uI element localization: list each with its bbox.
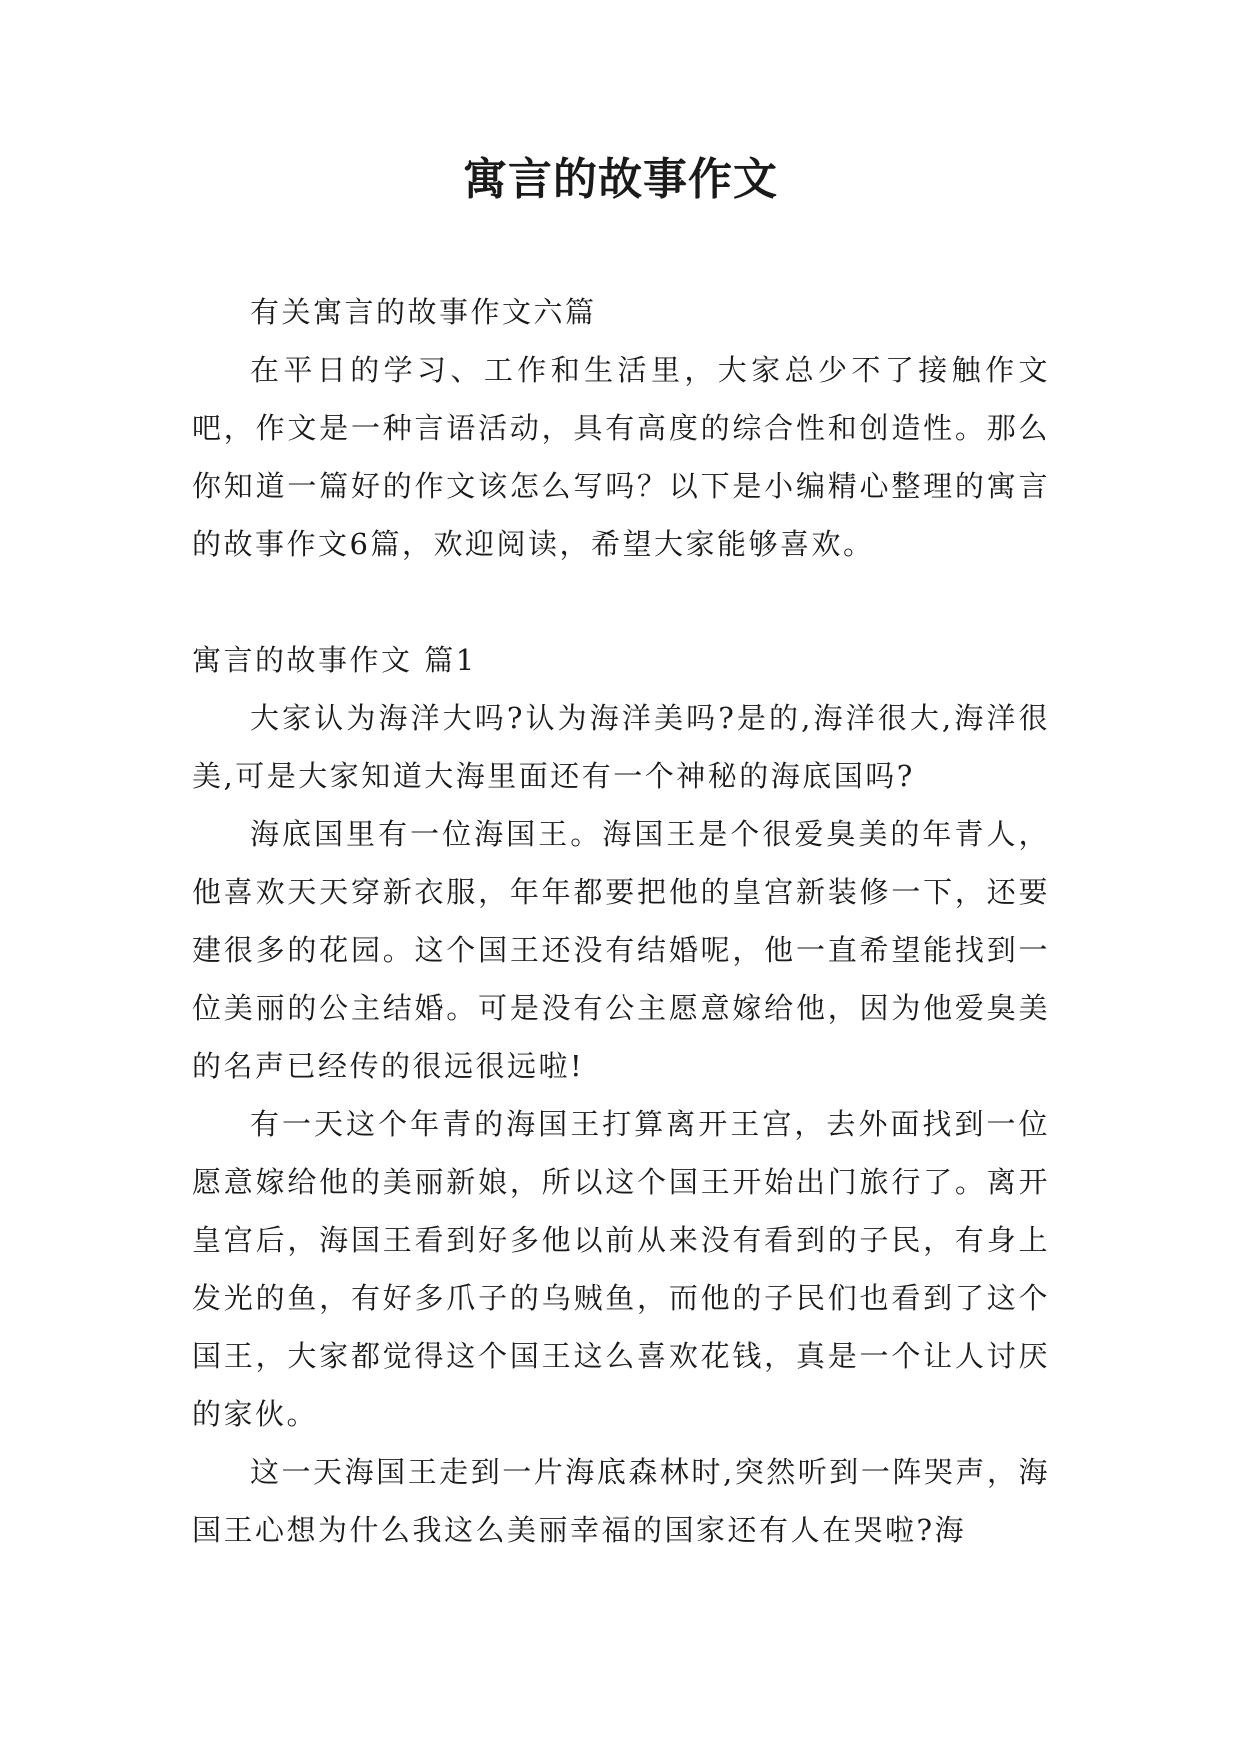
intro-paragraph: 在平日的学习、工作和生活里，大家总少不了接触作文吧，作文是一种言语活动，具有高度的综合性和创造性。那么你知道一篇好的作文该怎么写吗？以下是小编精心整理的寓言的故事作文6篇，欢迎阅读，希望大家能够喜欢。	[192, 353, 1050, 561]
section-heading: 寓言的故事作文 篇1	[192, 643, 477, 677]
section-gap	[192, 573, 1050, 631]
story-paragraph: 海底国里有一位海国王。海国王是个很爱臭美的年青人，他喜欢天天穿新衣服，年年都要把他的皇宫新装修一下，还要建很多的花园。这个国王还没有结婚呢，他一直希望能找到一位美丽的公主结婚。可是没有公主愿意嫁给他，因为他爱臭美的名声已经传的很远很远啦!	[192, 817, 1050, 1083]
document-title: 寓言的故事作文	[463, 154, 778, 205]
document-body	[192, 283, 1050, 1559]
story-paragraph: 大家认为海洋大吗?认为海洋美吗?是的,海洋很大,海洋很美,可是大家知道大海里面还有一个神秘的海底国吗?	[192, 701, 1050, 793]
document-subtitle: 有关寓言的故事作文六篇	[250, 295, 597, 329]
story-paragraph: 这一天海国王走到一片海底森林时,突然听到一阵哭声，海国王心想为什么我这么美丽幸福的国家还有人在哭啦?海	[192, 1455, 1050, 1547]
story-paragraph: 有一天这个年青的海国王打算离开王宫，去外面找到一位愿意嫁给他的美丽新娘，所以这个国王开始出门旅行了。离开皇宫后，海国王看到好多他以前从来没有看到的子民，有身上发光的鱼，有好多爪子的乌贼鱼，而他的子民们也看到了这个国王，大家都觉得这个国王这么喜欢花钱，真是一个让人讨厌的家伙。	[192, 1107, 1050, 1431]
